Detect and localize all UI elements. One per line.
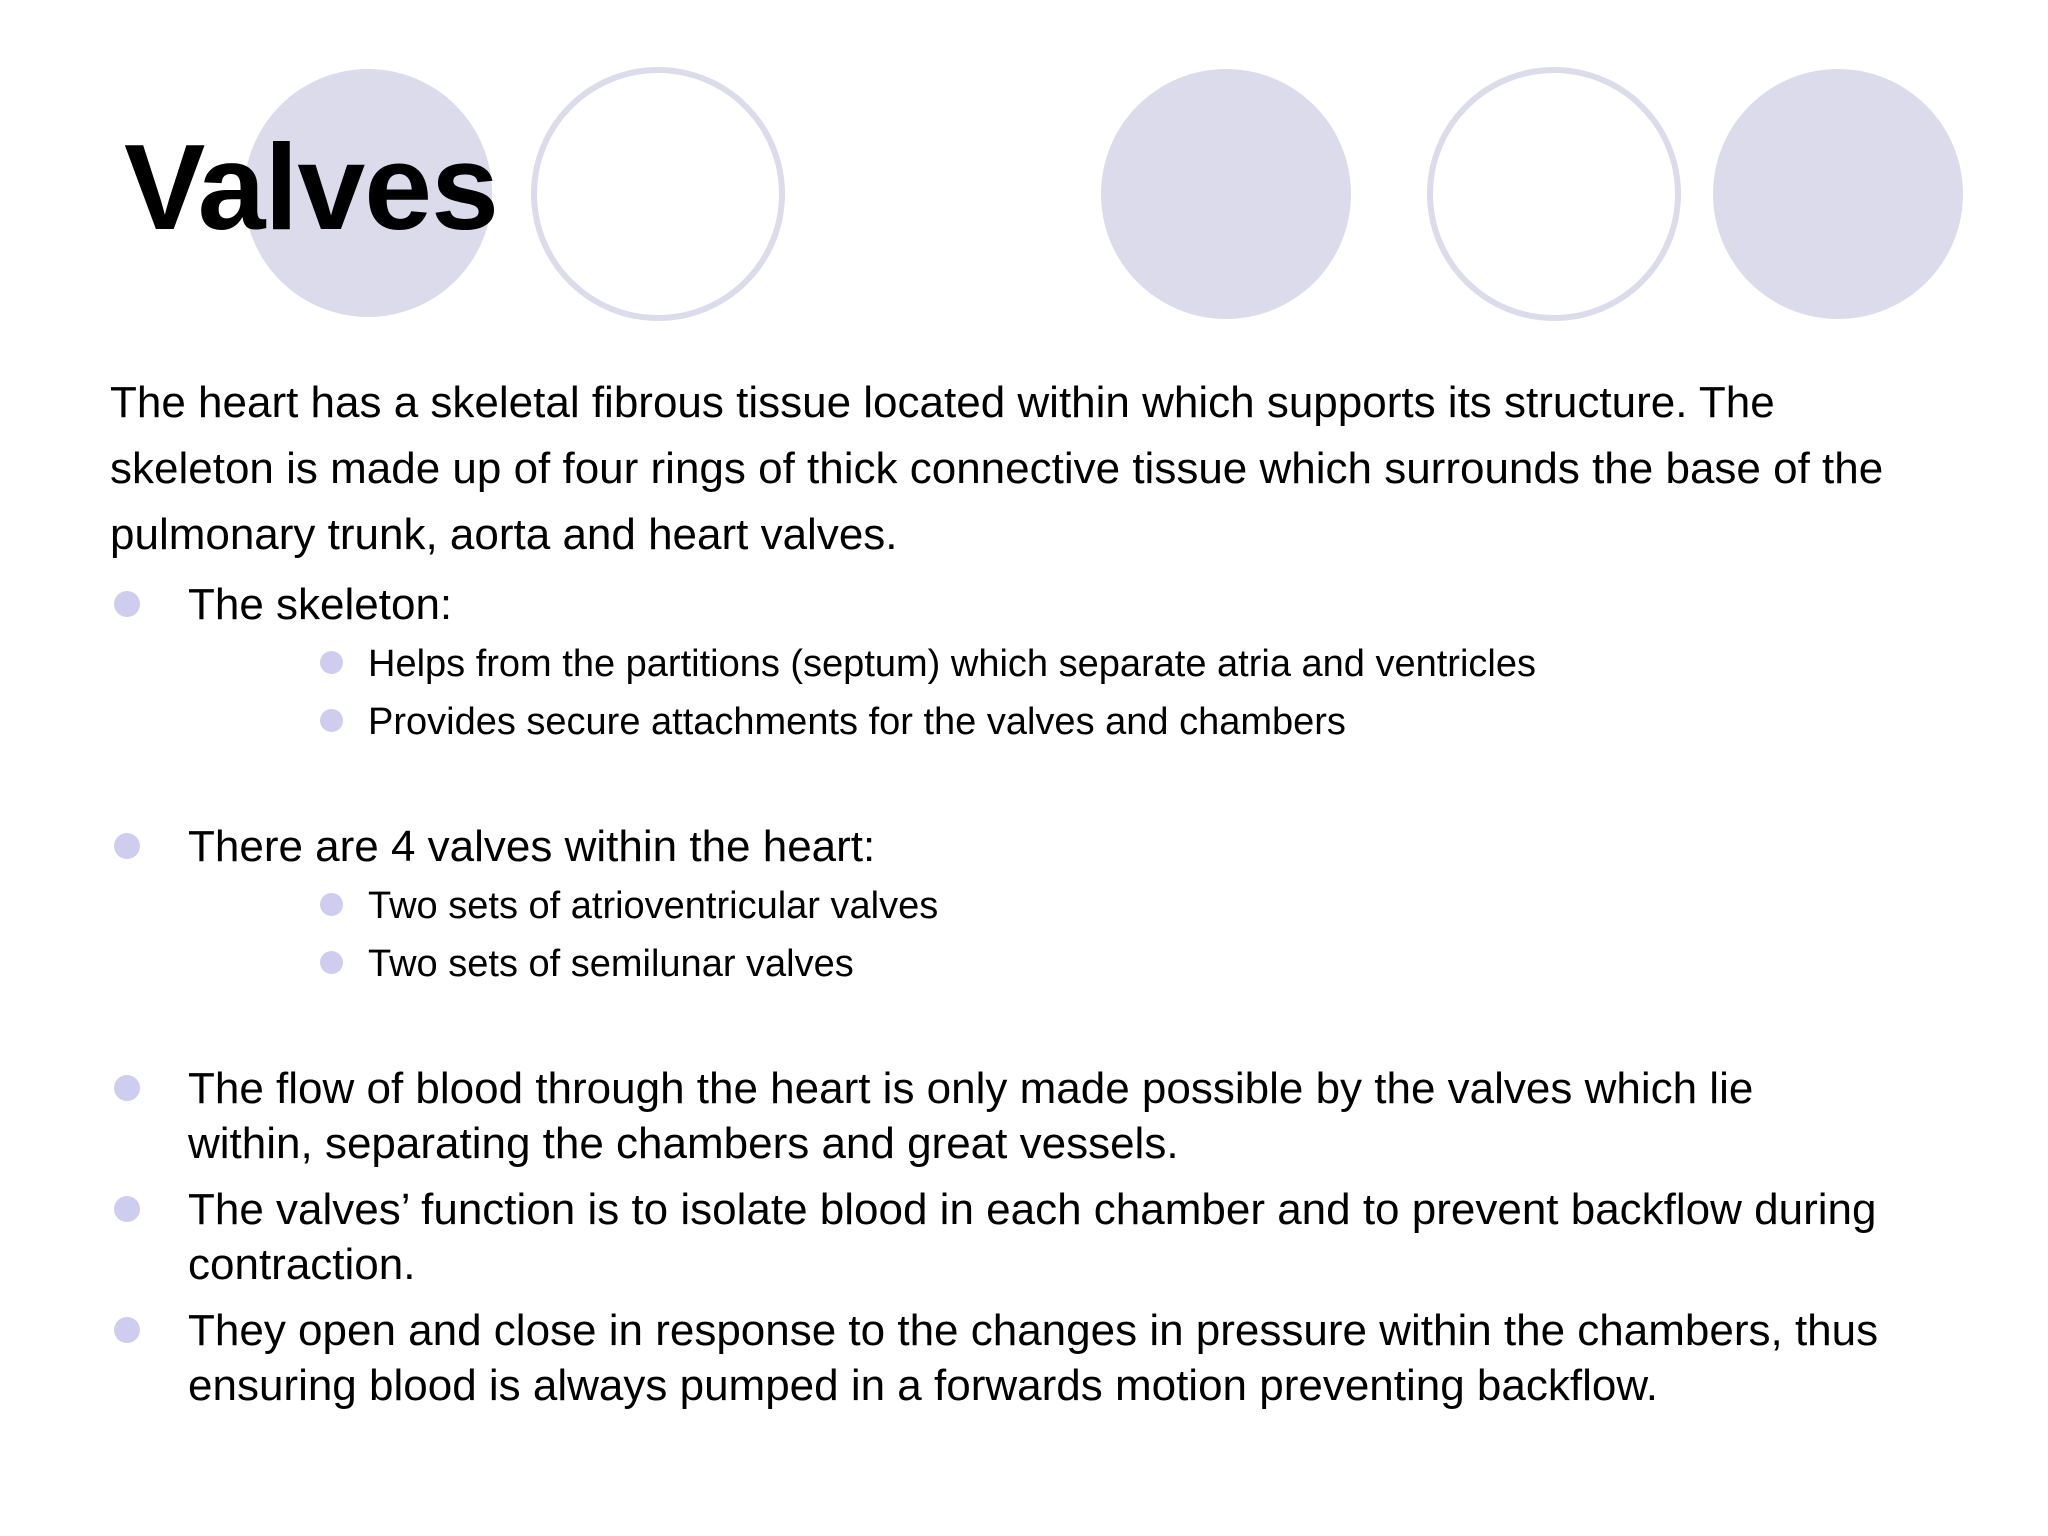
bullet-text: There are 4 valves within the heart: xyxy=(188,822,876,871)
bullet-text: The valves’ function is to isolate blood in each chamber and to prevent backflow during contraction. xyxy=(188,1185,1877,1289)
decoration-circle-ring xyxy=(531,67,785,321)
sub-bullet-dot-icon xyxy=(320,651,343,674)
bullet-dot-icon xyxy=(114,1317,140,1343)
decoration-circle-ring xyxy=(1427,67,1681,321)
decoration-circle-filled xyxy=(1101,69,1351,319)
bullet-text: The skeleton: xyxy=(188,580,453,629)
sub-bullet-text: Provides secure attachments for the valves and chambers xyxy=(368,701,1346,743)
bullet-text: The flow of blood through the heart is only made possible by the valves which lie within, separating the chambers and great vessels. xyxy=(188,1064,1754,1168)
sub-bullet-dot-icon xyxy=(320,709,343,732)
bullet-dot-icon xyxy=(114,591,140,617)
bullet-dot-icon xyxy=(114,1196,140,1222)
intro-paragraph: The heart has a skeletal fibrous tissue located within which supports its structure. The skeleton is made up of four rings of thick connective tissue which surrounds the base of the pulmonary trunk, aorta and heart valves. xyxy=(110,378,1884,559)
slide-title: Valves xyxy=(124,119,498,255)
sub-bullet-text: Helps from the partitions (septum) which separate atria and ventricles xyxy=(368,643,1536,685)
bullet-dot-icon xyxy=(114,1075,140,1101)
decoration-circle-filled xyxy=(1713,69,1963,319)
bullet-dot-icon xyxy=(114,833,140,859)
sub-bullet-text: Two sets of atrioventricular valves xyxy=(368,885,939,927)
sub-bullet-dot-icon xyxy=(320,893,343,916)
sub-bullet-text: Two sets of semilunar valves xyxy=(368,943,854,985)
sub-bullet-dot-icon xyxy=(320,951,343,974)
bullet-text: They open and close in response to the changes in pressure within the chambers, thus ensuring blood is always pumped in a forwards motion preventing backflow. xyxy=(188,1306,1879,1410)
